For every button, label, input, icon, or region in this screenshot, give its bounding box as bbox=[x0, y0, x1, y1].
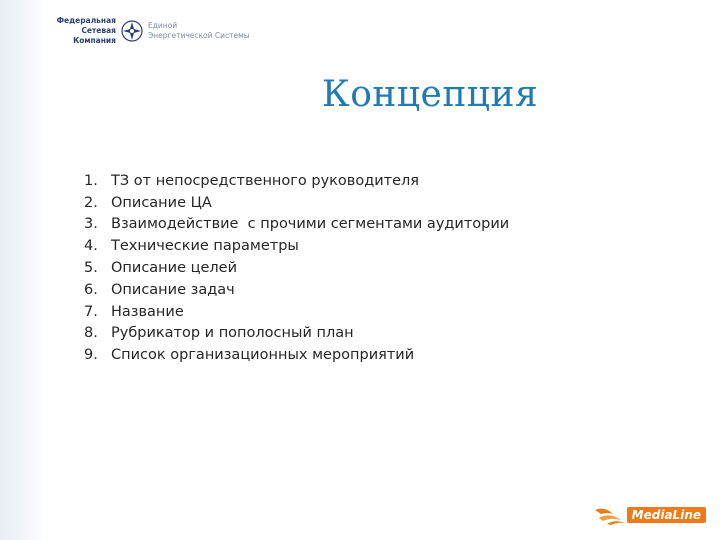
list-item bbox=[84, 214, 509, 236]
list-item-number: 2. bbox=[84, 194, 98, 211]
list-item-text: Рубрикатор и пополосный план bbox=[111, 325, 354, 342]
list-item bbox=[84, 344, 509, 366]
list-item-text: Технические параметры bbox=[111, 238, 299, 255]
list-item-number: 5. bbox=[84, 260, 98, 277]
list-item-number: 7. bbox=[84, 303, 98, 320]
list-item-number: 4. bbox=[84, 238, 98, 255]
list-item-number: 8. bbox=[84, 325, 98, 342]
list-item bbox=[84, 301, 509, 323]
header-logo bbox=[48, 16, 268, 46]
list-item-number: 3. bbox=[84, 216, 98, 233]
footer-logo bbox=[593, 504, 706, 526]
list-item bbox=[84, 170, 509, 192]
medialine-logo-text: MediaLine bbox=[627, 507, 706, 523]
medialine-wave-icon bbox=[593, 504, 627, 526]
list-item-text: ТЗ от непосредственного руководителя bbox=[111, 172, 420, 189]
list-item-text: Список организационных мероприятий bbox=[111, 347, 415, 364]
list-item-text: Название bbox=[111, 303, 184, 320]
fsk-star-emblem-icon bbox=[121, 20, 143, 42]
list-item bbox=[84, 279, 509, 301]
org-name-secondary bbox=[148, 21, 268, 41]
list-item-text: Взаимодействие с прочими сегментами аудитории bbox=[111, 216, 510, 233]
list-item bbox=[84, 235, 509, 257]
org-name-line1: Федеральная bbox=[56, 16, 116, 25]
concept-list bbox=[84, 170, 509, 366]
org2-name-line2: Энергетической Системы bbox=[148, 31, 250, 40]
slide-title: Концепция bbox=[321, 74, 539, 115]
list-item bbox=[84, 257, 509, 279]
list-item-number: 9. bbox=[84, 347, 98, 364]
list-item-text: Описание целей bbox=[111, 260, 238, 277]
list-item bbox=[84, 323, 509, 345]
org2-name-line1: Единой bbox=[148, 21, 178, 30]
list-item-text: Описание ЦА bbox=[111, 194, 212, 211]
org-name-line2: Сетевая Компания bbox=[73, 26, 116, 45]
org-name-primary bbox=[48, 16, 116, 46]
list-item-number: 1. bbox=[84, 172, 98, 189]
list-item-text: Описание задач bbox=[111, 281, 235, 298]
list-item-number: 6. bbox=[84, 281, 98, 298]
list-item bbox=[84, 192, 509, 214]
